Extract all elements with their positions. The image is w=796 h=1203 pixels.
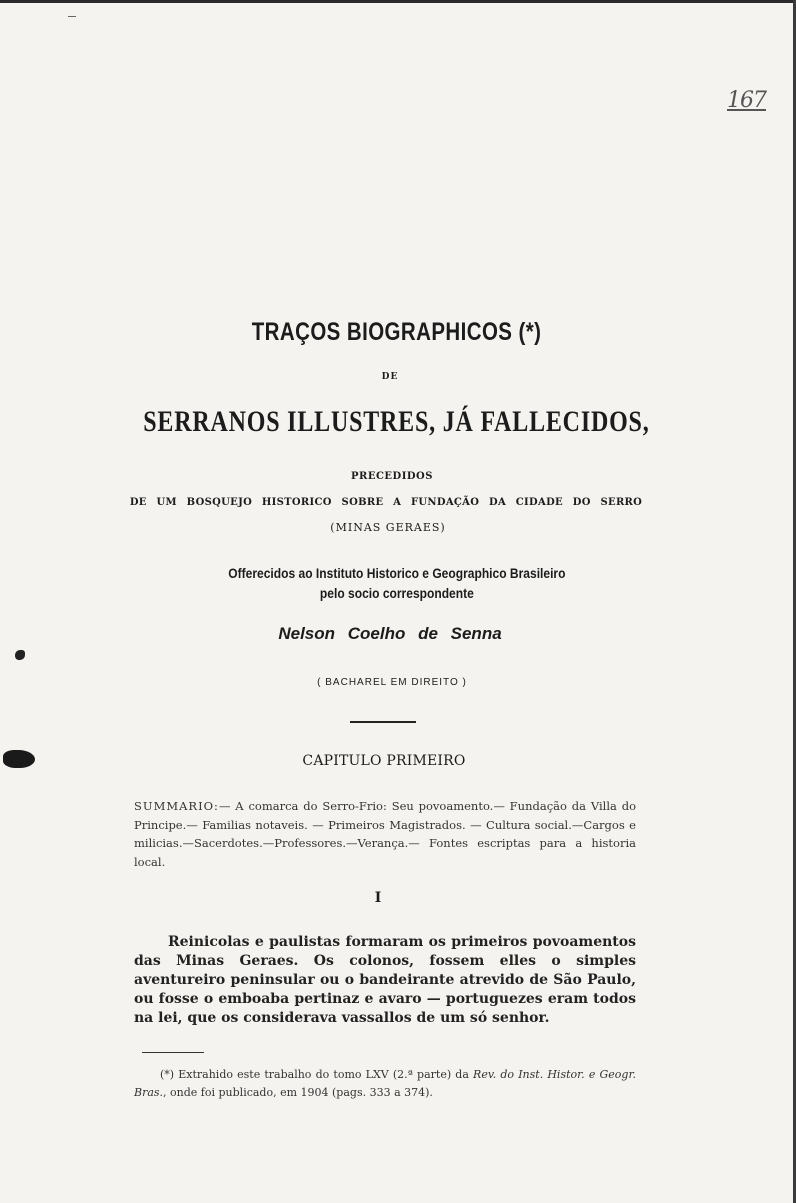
scan-mark (68, 16, 76, 17)
title-main: TRAÇOS BIOGRAPHICOS (*) (251, 318, 542, 346)
ink-blot-small (15, 650, 25, 660)
chapter-summary (134, 797, 636, 871)
dedication-line-2: pelo socio correspondente (319, 585, 474, 601)
title-minas-geraes: (MINAS GERAES) (330, 521, 446, 534)
summary-text: — A comarca do Serro-Frio: Seu povoamento.— Fundação da Villa do Principe.— Familias notaveis. — Primeiros Magistrados. — Cultura social.—Cargos e milicias.—Sacerdotes.—Professores.—Verança.— Fontes escriptas para a historia local. (134, 799, 636, 869)
footnote-mark: (*) (160, 1068, 175, 1081)
footnote-journal: Rev. do Inst. Histor. e Geogr. Bras. (134, 1068, 637, 1099)
body-paragraph (134, 933, 636, 1028)
footnote-text-after: , onde foi publicado, em 1904 (pags. 333 a 374). (163, 1086, 433, 1099)
dedication-block (55, 563, 740, 603)
title-bosquejo: DE UM BOSQUEJO HISTORICO SOBRE A FUNDAÇÃO DA CIDADE DO SERRO (129, 497, 643, 508)
summary-label: SUMMARIO: (134, 799, 219, 813)
title-precedidos: PRECEDIDOS (351, 471, 433, 482)
paragraph-text: Reinicolas e paulistas formaram os primeiros povoamentos das Minas Geraes. Os colonos, fossem elles o simples aventureiro peninsular ou o bandeirante atrevido de São Paulo, ou fosse o emboaba pertinaz e avaro — portuguezes eram todos na lei, que os considerava vassallos de um só senhor. (134, 934, 636, 1026)
section-divider (350, 721, 416, 723)
author-degree: ( BACHAREL EM DIREITO ) (317, 677, 467, 688)
ink-blot-large (3, 750, 35, 768)
top-border-rule (0, 0, 796, 3)
section-numeral: I (374, 890, 382, 906)
handwritten-page-number: 167 (727, 88, 766, 113)
author-name: Nelson Coelho de Senna (278, 624, 502, 643)
title-de: DE (381, 372, 399, 382)
footnote (134, 1066, 636, 1102)
footnote-rule (142, 1052, 204, 1053)
title-serranos: SERRANOS ILLUSTRES, JÁ FALLECIDOS, (143, 405, 650, 438)
dedication-line-1: Offerecidos ao Instituto Historico e Geographico Brasileiro (228, 565, 566, 581)
footnote-text-before: Extrahido este trabalho do tomo LXV (2.ª parte) da (178, 1068, 469, 1081)
chapter-heading: CAPITULO PRIMEIRO (302, 753, 466, 769)
